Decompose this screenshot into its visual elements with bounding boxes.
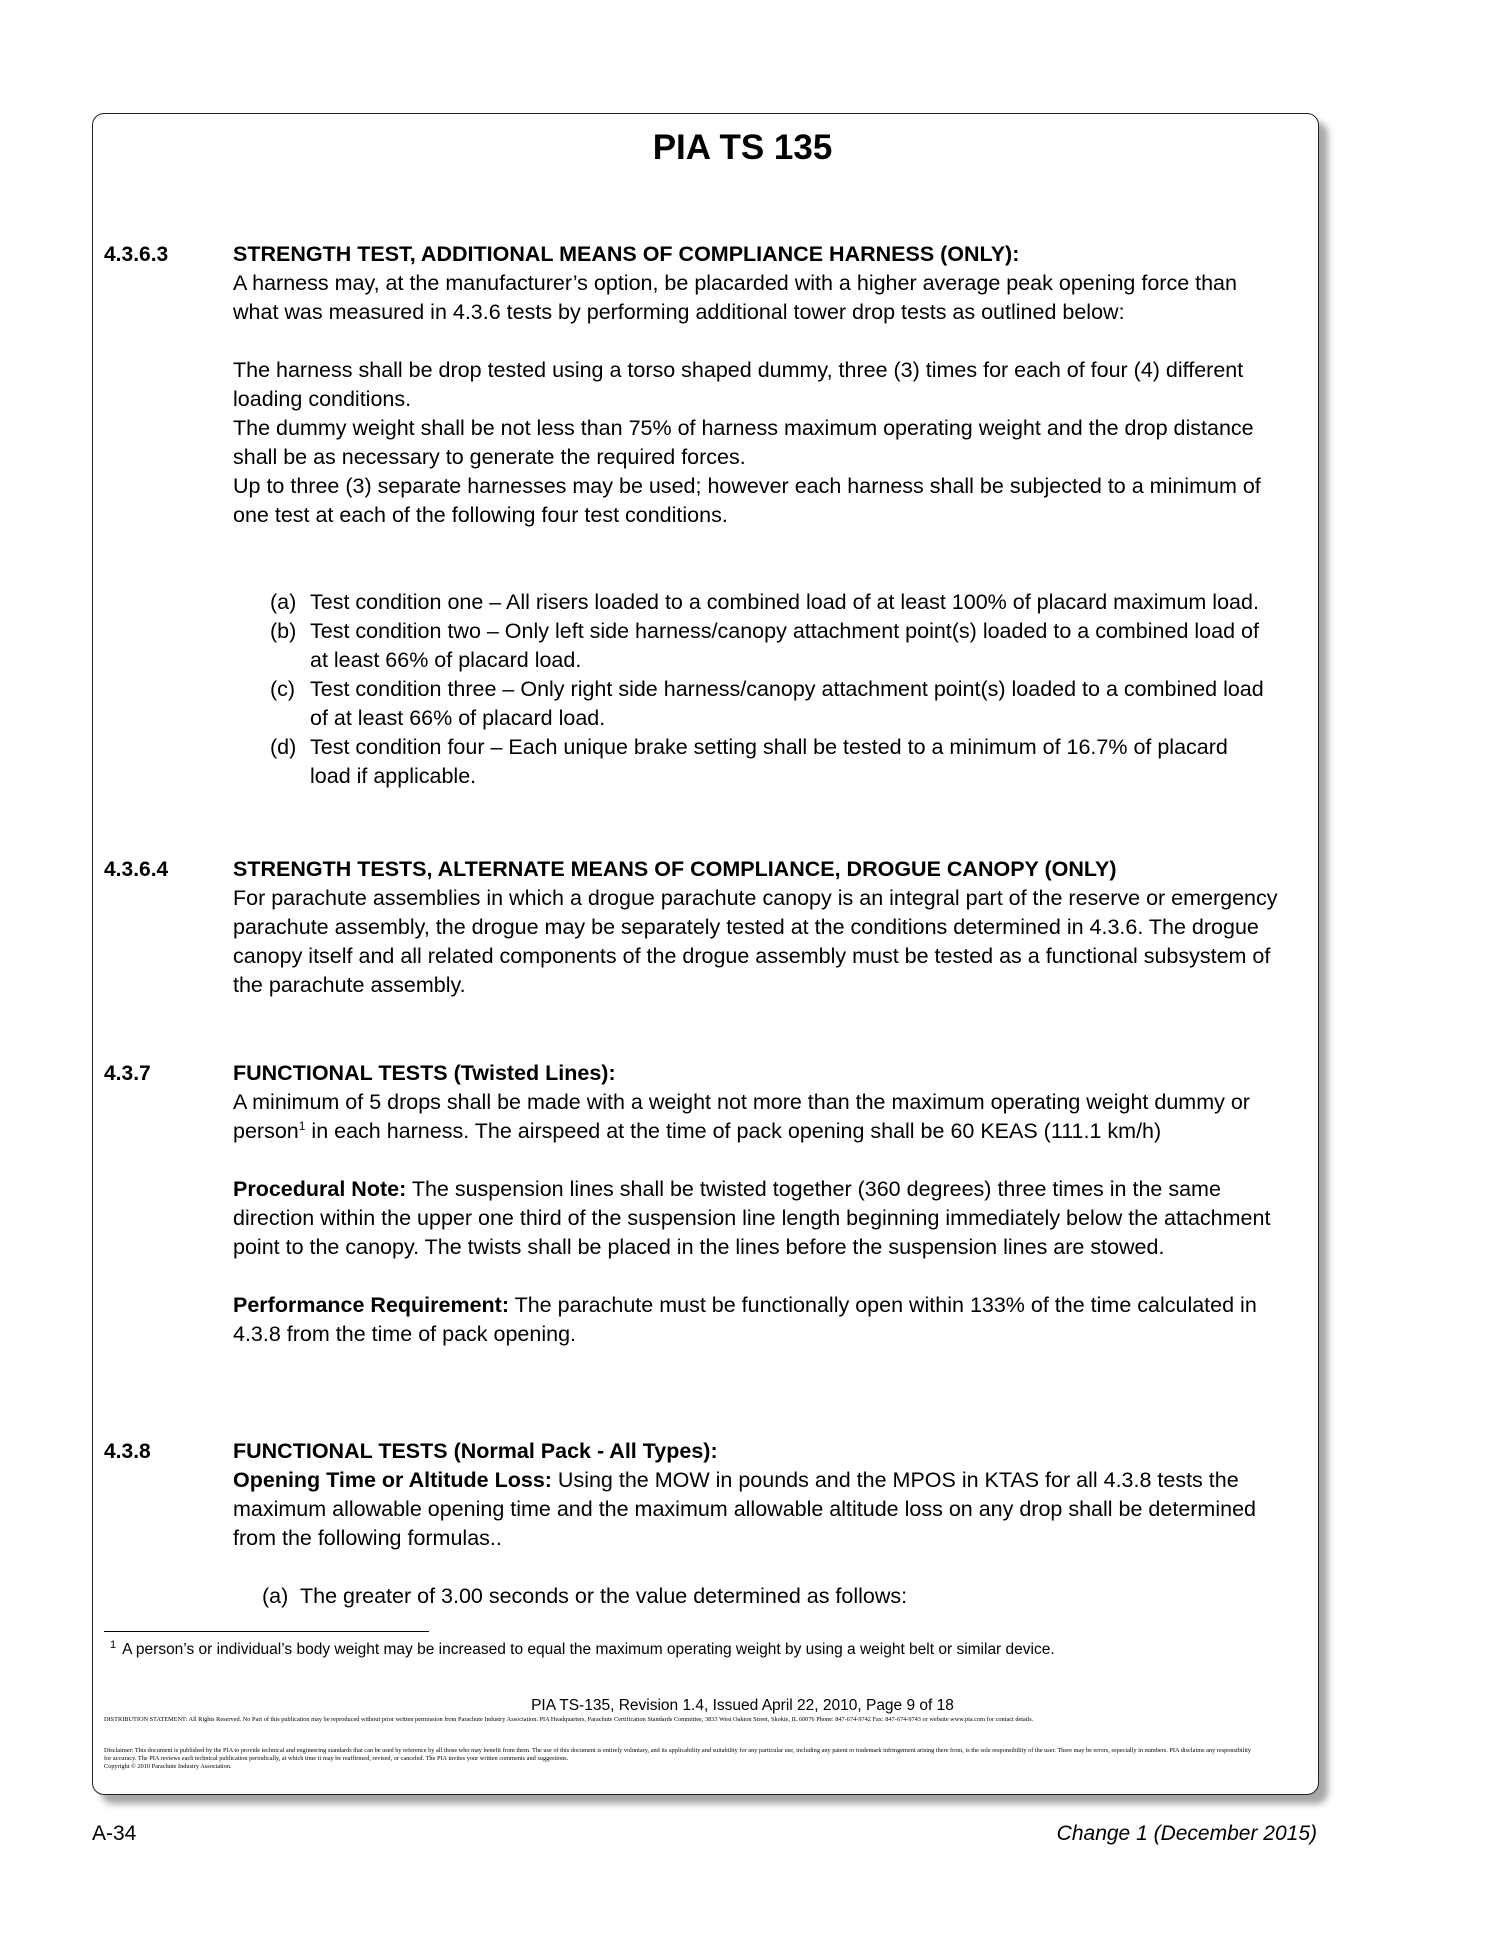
footnote-divider	[104, 1631, 429, 1632]
performance-requirement	[233, 1291, 1283, 1349]
footnote-mark: 1	[110, 1638, 117, 1651]
footnote	[110, 1638, 1055, 1659]
section-heading: STRENGTH TEST, ADDITIONAL MEANS OF COMPLIANCE HARNESS (ONLY):	[233, 242, 1020, 266]
section-body	[233, 1088, 1283, 1146]
distribution-statement: DISTRIBUTION STATEMENT: All Rights Reserved. No Part of this publication may be reproduced without prior written permission from Parachute Industry Association. PIA Headquarters, Parachute Certification Standards Committee, 3833 West Oakton Street, Skokie, IL 60076 Phone: 847-674-9742 Fax: 847-674-9743 or website www.pia.com for contact details.	[104, 1716, 1034, 1723]
document-title: PIA TS 135	[652, 128, 833, 167]
list-label: (b)	[270, 619, 297, 643]
section-437	[233, 1059, 1283, 1349]
section-heading: FUNCTIONAL TESTS (Normal Pack - All Types):	[233, 1439, 718, 1463]
list-label: (a)	[262, 1584, 289, 1608]
section-4363	[233, 240, 1283, 530]
list-item	[270, 675, 1270, 733]
section-body	[233, 1466, 1283, 1553]
list-item	[270, 588, 1270, 617]
footnote-ref: 1	[298, 1118, 306, 1133]
list-text: Test condition two – Only left side harness/canopy attachment point(s) loaded to a combined load of at least 66% of placard load.	[310, 619, 1259, 672]
lead-label: Opening Time or Altitude Loss:	[233, 1468, 552, 1492]
test-conditions-list	[270, 588, 1270, 791]
change-note: Change 1 (December 2015)	[1056, 1822, 1317, 1845]
paragraph: Up to three (3) separate harnesses may be used; however each harness shall be subjected to a minimum of one test at each of the following four test conditions.	[233, 474, 1261, 527]
page-number: A-34	[92, 1822, 137, 1845]
section-body: For parachute assemblies in which a drogue parachute canopy is an integral part of the reserve or emergency parachute assembly, the drogue may be separately tested at the conditions determined in 4.3.6. The drogue canopy itself and all related components of the drogue assembly must be tested as a functional subsystem of the parachute assembly.	[233, 886, 1278, 997]
formula-list	[262, 1582, 1262, 1611]
paragraph: The harness shall be drop tested using a torso shaped dummy, three (3) times for each of four (4) different loading conditions.	[233, 358, 1244, 411]
section-number-4364: 4.3.6.4	[104, 858, 169, 881]
body-text: A minimum of 5 drops shall be made with a weight not more than the maximum operating weight dummy or person	[233, 1090, 1250, 1143]
list-text: Test condition four – Each unique brake setting shall be tested to a minimum of 16.7% of placard load if applicable.	[310, 735, 1228, 788]
footnote-text: A person’s or individual’s body weight may be increased to equal the maximum operating weight by using a weight belt or similar device.	[122, 1641, 1055, 1658]
note-text: The suspension lines shall be twisted together (360 degrees) three times in the same direction within the upper one third of the suspension line length beginning immediately below the attachment point to the canopy. The twists shall be placed in the lines before the suspension lines are stowed.	[233, 1177, 1271, 1259]
section-heading: STRENGTH TESTS, ALTERNATE MEANS OF COMPLIANCE, DROGUE CANOPY (ONLY)	[233, 857, 1117, 881]
lead-text: Using the MOW in pounds and the MPOS in KTAS for all 4.3.8 tests the maximum allowable opening time and the maximum allowable altitude loss on any drop shall be determined from the following formulas..	[233, 1468, 1256, 1550]
disclaimer-text: Disclaimer: This document is published by the PIA to provide technical and engineering standards that can be used by reference by all those who may benefit from them. The use of this document is entirely voluntary, and its applicability and suitability for any particular use, including any patent or trademark infringement arising there from, is the sole responsibility of the user. There may be errors, especially in numbers. PIA disclaims any responsibility for accuracy. The PIA reviews each technical publication periodically, at which time it may be reaffirmed, revised, or canceled. The PIA invites your written comments and suggestions.	[104, 1747, 1252, 1762]
list-text: The greater of 3.00 seconds or the value determined as follows:	[300, 1584, 908, 1608]
copyright: Copyright © 2010 Parachute Industry Association.	[104, 1763, 232, 1770]
revision-line: PIA TS-135, Revision 1.4, Issued April 22, 2010, Page 9 of 18	[531, 1697, 954, 1714]
list-text: Test condition one – All risers loaded to a combined load of at least 100% of placard maximum load.	[310, 590, 1259, 614]
note-label: Procedural Note:	[233, 1177, 407, 1201]
section-number-437: 4.3.7	[104, 1062, 151, 1085]
paragraph: The dummy weight shall be not less than 75% of harness maximum operating weight and the drop distance shall be as necessary to generate the required forces.	[233, 416, 1254, 469]
list-label: (c)	[270, 677, 296, 701]
section-intro: A harness may, at the manufacturer’s option, be placarded with a higher average peak opening force than what was measured in 4.3.6 tests by performing additional tower drop tests as outlined below:	[233, 271, 1237, 324]
list-label: (d)	[270, 735, 297, 759]
disclaimer	[104, 1747, 1252, 1771]
section-heading: FUNCTIONAL TESTS (Twisted Lines):	[233, 1061, 616, 1085]
list-item	[270, 733, 1270, 791]
section-438	[233, 1437, 1283, 1553]
section-number-438: 4.3.8	[104, 1440, 151, 1463]
section-number-4363: 4.3.6.3	[104, 243, 169, 266]
list-item	[262, 1582, 1262, 1611]
list-item	[270, 617, 1270, 675]
body-text: in each harness. The airspeed at the time of pack opening shall be 60 KEAS (111.1 km/h)	[305, 1119, 1162, 1143]
perf-text: The parachute must be functionally open within 133% of the time calculated in 4.3.8 from the time of pack opening.	[233, 1293, 1257, 1346]
procedural-note	[233, 1175, 1283, 1262]
list-label: (a)	[270, 590, 297, 614]
perf-label: Performance Requirement:	[233, 1293, 509, 1317]
list-text: Test condition three – Only right side harness/canopy attachment point(s) loaded to a combined load of at least 66% of placard load.	[310, 677, 1264, 730]
section-4364	[233, 855, 1283, 1000]
